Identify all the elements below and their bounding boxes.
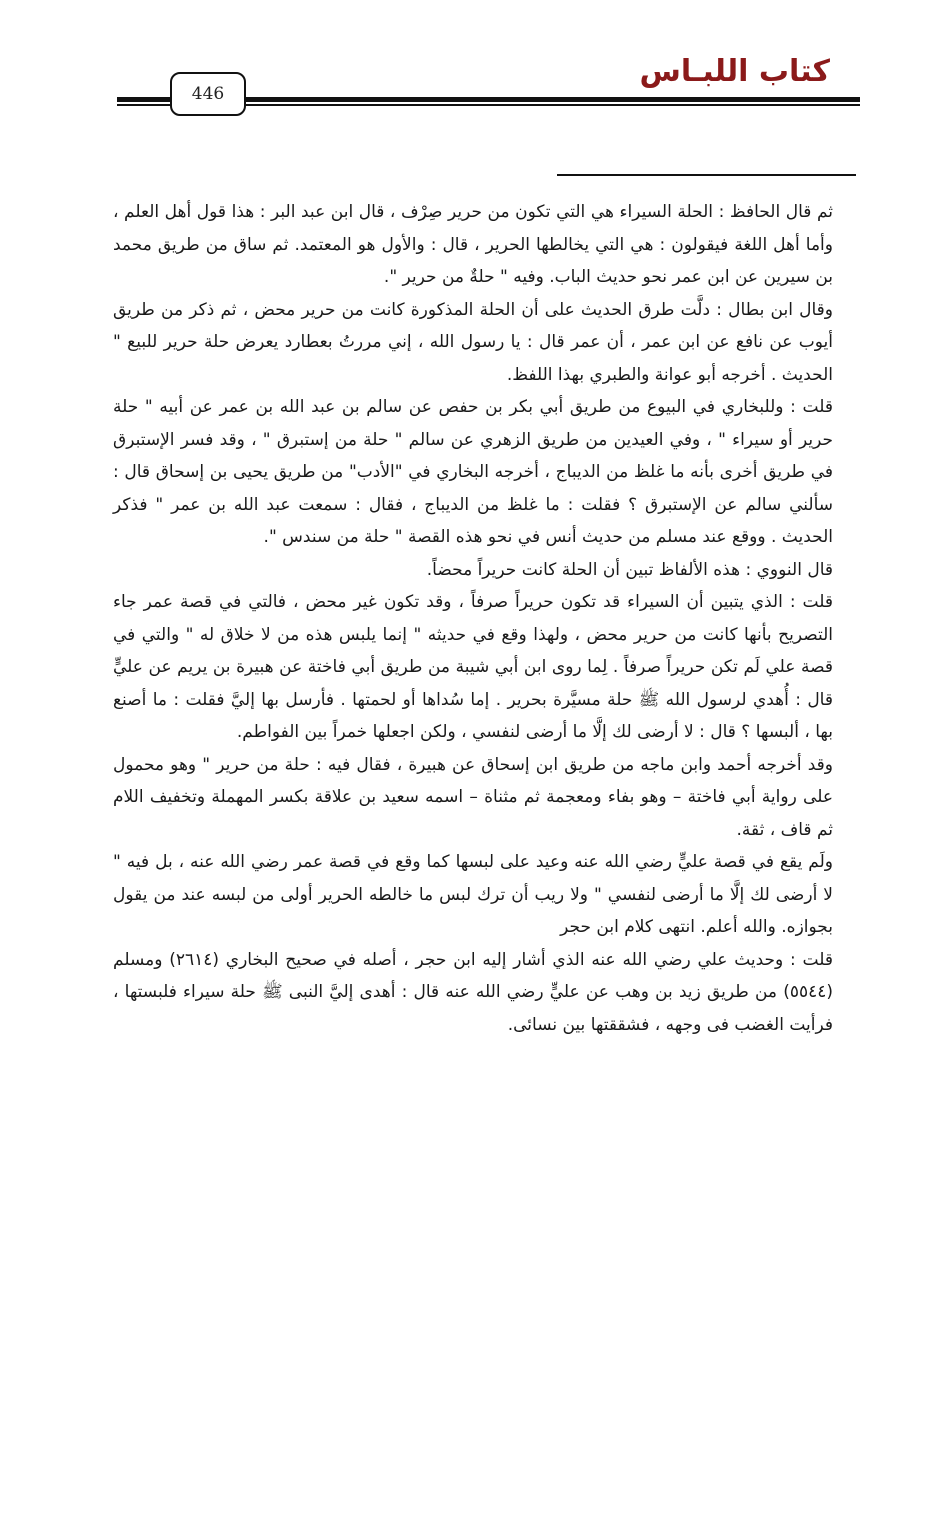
paragraph: وقال ابن بطال : دلَّت طرق الحديث على أن الحلة المذكورة كانت من حرير محض ، ثم ذكر من طريق أيوب عن نافع عن ابن عمر ، أن عمر قال : يا رسول الله ، إني مررتُ بعطارد يعرض حلة حرير للبيع " الحديث . أخرجه أبو عوانة والطبري بهذا اللفظ. xyxy=(113,299,833,385)
page-number: 446 xyxy=(170,72,246,116)
book-title: كتاب اللبـاس xyxy=(639,54,830,89)
paragraph: قلت : وحديث علي رضي الله عنه الذي أشار إليه ابن حجر ، أصله في صحيح البخاري (٢٦١٤) ومسلم (٥٥٤٤) من طريق زيد بن وهب عن عليٍّ رضي الله عنه قال : أهدى إليَّ النبى ﷺ حلة سيراء فلبستها ، فرأيت الغضب فى وجهه ، فشققتها بين نسائى. xyxy=(113,949,833,1035)
paragraph: ثم قال الحافظ : الحلة السيراء هي التي تكون من حرير صِرْف ، قال ابن عبد البر : هذا قول أهل العلم ، وأما أهل اللغة فيقولون : هي التي يخالطها الحرير ، قال : والأول هو المعتمد. ثم ساق من طريق محمد بن سيرين عن ابن عمر نحو حديث الباب. وفيه " حلةٌ من حرير ". xyxy=(113,202,833,287)
paragraph: قلت : الذي يتبين أن السيراء قد تكون حريراً صرفاً ، وقد تكون غير محض ، فالتي في قصة عمر جاء التصريح بأنها كانت من حرير محض ، ولهذا وقع في حديثه " إنما يلبس هذه من لا خلاق له " والتي في قصة علي لَم تكن حريراً صرفاً . لِما روى ابن أبي شيبة من طريق أبي فاختة عن هبيرة بن يريم عن عليٍّ قال : أُهدي لرسول الله ﷺ حلة مسيَّرة بحرير . إما سُداها أو لحمتها . فأرسل بها إليَّ فقلت : ما أصنع بها ، ألبسها ؟ قال : لا أرضى لك إلَّا ما أرضى لنفسي ، ولكن اجعلها خمراً بين الفواطم. xyxy=(113,592,833,742)
paragraph: ولَم يقع في قصة عليٍّ رضي الله عنه وعيد على لبسها كما وقع في قصة عمر رضي الله عنه ، بل فيه " لا أرضى لك إلَّا ما أرضى لنفسي " ولا ريب أن ترك لبس ما خالطه الحرير أولى من لبسه عند من يقول بجوازه. والله أعلم. انتهى كلام ابن حجر xyxy=(113,852,833,937)
main-text xyxy=(113,196,833,1041)
paragraph: قال النووي : هذه الألفاظ تبين أن الحلة كانت حريراً محضاً. xyxy=(426,559,833,580)
paragraph: قلت : وللبخاري في البيوع من طريق أبي بكر بن حفص عن سالم بن عبد الله بن عمر عن أبيه " حلة حرير أو سيراء " ، وفي العيدين من طريق الزهري عن سالم " حلة من إستبرق " ، وقد فسر الإستبرق في طريق أخرى بأنه ما غلظ من الديباج ، أخرجه البخاري في "الأدب" من طريق يحيى بن إسحاق قال : سألني سالم عن الإستبرق ؟ فقلت : ما غلظ من الديباج ، فقال : سمعت عبد الله بن عمر " فذكر الحديث . ووقع عند مسلم من حديث أنس في نحو هذه القصة " حلة من سندس ". xyxy=(113,397,833,547)
section-divider xyxy=(557,174,856,176)
paragraph: وقد أخرجه أحمد وابن ماجه من طريق ابن إسحاق عن هبيرة ، فقال فيه : حلة من حرير " وهو محمول على رواية أبي فاختة – وهو بفاء ومعجمة ثم مثناة – اسمه سعيد بن علاقة بكسر المهملة وتخفيف اللام ثم قاف ، ثقة. xyxy=(113,754,833,840)
